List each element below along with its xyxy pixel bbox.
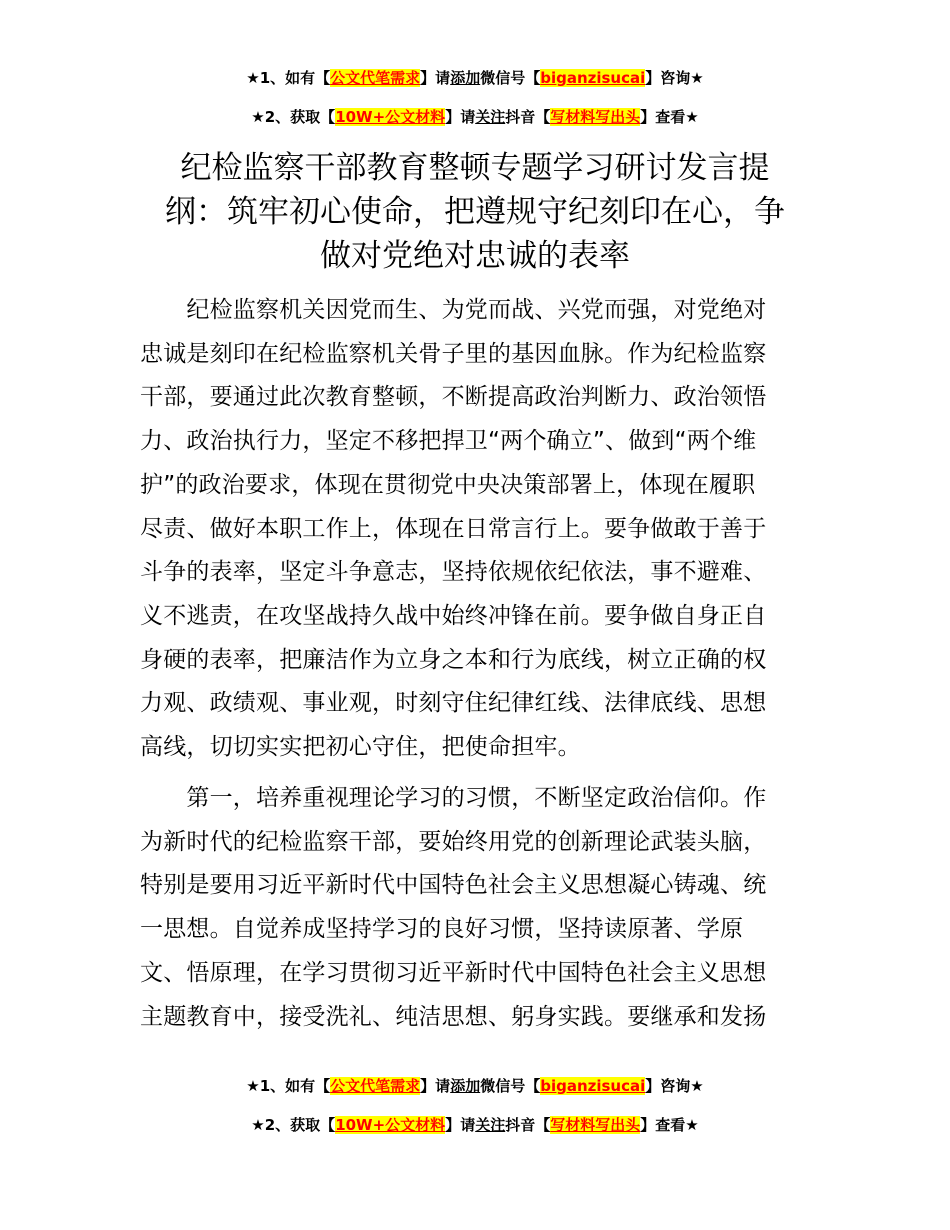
paragraph-line: 主题教育中，接受洗礼、纯洁思想、躬身实践。要继承和发扬	[140, 1003, 767, 1030]
promo-text: ★1、如有【	[246, 69, 331, 87]
title-line: 纲：筑牢初心使命，把遵规守纪刻印在心，争	[165, 194, 785, 230]
paragraph-line: 斗争的表率，坚定斗争意志，坚持依规依纪依法，事不避难、	[140, 559, 767, 586]
promo-emphasis: 关注	[475, 108, 506, 126]
promo-highlight: 10W+公文材料	[335, 1116, 446, 1134]
paragraph-line: 文、悟原理，在学习贯彻习近平新时代中国特色社会主义思想	[140, 959, 767, 986]
paragraph-line: 力、政治执行力，坚定不移把捍卫“两个确立”、做到“两个维	[140, 428, 757, 455]
paragraph-line: 义不逃责，在攻坚战持久战中始终冲锋在前。要争做自身正自	[140, 602, 767, 629]
promo-text: 】查看★	[640, 1116, 699, 1134]
promo-wechat-id: biganzisucai	[540, 69, 646, 87]
promo-text: 抖音【	[505, 1116, 551, 1134]
paragraph-line: 第一，培养重视理论学习的习惯，不断坚定政治信仰。作	[140, 785, 767, 811]
promo-emphasis: 关注	[475, 1116, 506, 1134]
promo-text: 】请	[420, 1077, 451, 1095]
paragraph-line: 一思想。自觉养成坚持学习的良好习惯，坚持读原著、学原	[140, 916, 744, 943]
promo-wechat-id: biganzisucai	[540, 1077, 646, 1095]
promo-text: 】查看★	[640, 108, 699, 126]
promo-douyin-id: 写材料写出头	[550, 108, 641, 126]
promo-text: 微信号【	[480, 69, 541, 87]
promo-text: ★2、获取【	[251, 1116, 336, 1134]
paragraph-line: 为新时代的纪检监察干部，要始终用党的创新理论武装头脑，	[140, 828, 767, 855]
promo-highlight: 公文代笔需求	[330, 1077, 421, 1095]
paragraph-line: 干部，要通过此次教育整顿，不断提高政治判断力、政治领悟	[140, 384, 767, 411]
body-paragraph-intro	[140, 289, 812, 770]
paragraph-line: 纪检监察机关因党而生、为党而战、兴党而强，对党绝对	[140, 297, 767, 323]
promo-banner-bottom-1	[0, 1075, 950, 1097]
title-line: 做对党绝对忠诚的表率	[320, 238, 630, 274]
paragraph-line: 力观、政绩观、事业观，时刻守住纪律红线、法律底线、思想	[140, 690, 767, 717]
promo-text: 】请	[445, 108, 476, 126]
promo-text: 】请	[445, 1116, 476, 1134]
paragraph-line: 护”的政治要求，体现在贯彻党中央决策部署上，体现在履职	[140, 471, 756, 498]
promo-text: ★2、获取【	[251, 108, 336, 126]
promo-emphasis: 添加	[450, 1077, 481, 1095]
promo-banner-top-1	[0, 67, 950, 89]
promo-text: 】咨询★	[645, 69, 704, 87]
title-line: 纪检监察干部教育整顿专题学习研讨发言提	[180, 150, 770, 186]
body-paragraph-first-point	[140, 777, 812, 1039]
promo-text: 】咨询★	[645, 1077, 704, 1095]
paragraph-line: 特别是要用习近平新时代中国特色社会主义思想凝心铸魂、统	[140, 872, 767, 899]
promo-text: ★1、如有【	[246, 1077, 331, 1095]
promo-text: 微信号【	[480, 1077, 541, 1095]
promo-banner-bottom-2	[0, 1114, 950, 1136]
promo-highlight: 10W+公文材料	[335, 108, 446, 126]
promo-highlight: 公文代笔需求	[330, 69, 421, 87]
promo-banner-top-2	[0, 106, 950, 128]
document-title	[140, 146, 810, 278]
paragraph-line: 高线，切切实实把初心守住，把使命担牢。	[140, 734, 581, 761]
paragraph-line: 身硬的表率，把廉洁作为立身之本和行为底线，树立正确的权	[140, 646, 767, 673]
promo-text: 抖音【	[505, 108, 551, 126]
paragraph-line: 忠诚是刻印在纪检监察机关骨子里的基因血脉。作为纪检监察	[140, 340, 767, 367]
paragraph-line: 尽责、做好本职工作上，体现在日常言行上。要争做敢于善于	[140, 515, 767, 542]
promo-douyin-id: 写材料写出头	[550, 1116, 641, 1134]
promo-text: 】请	[420, 69, 451, 87]
promo-emphasis: 添加	[450, 69, 481, 87]
